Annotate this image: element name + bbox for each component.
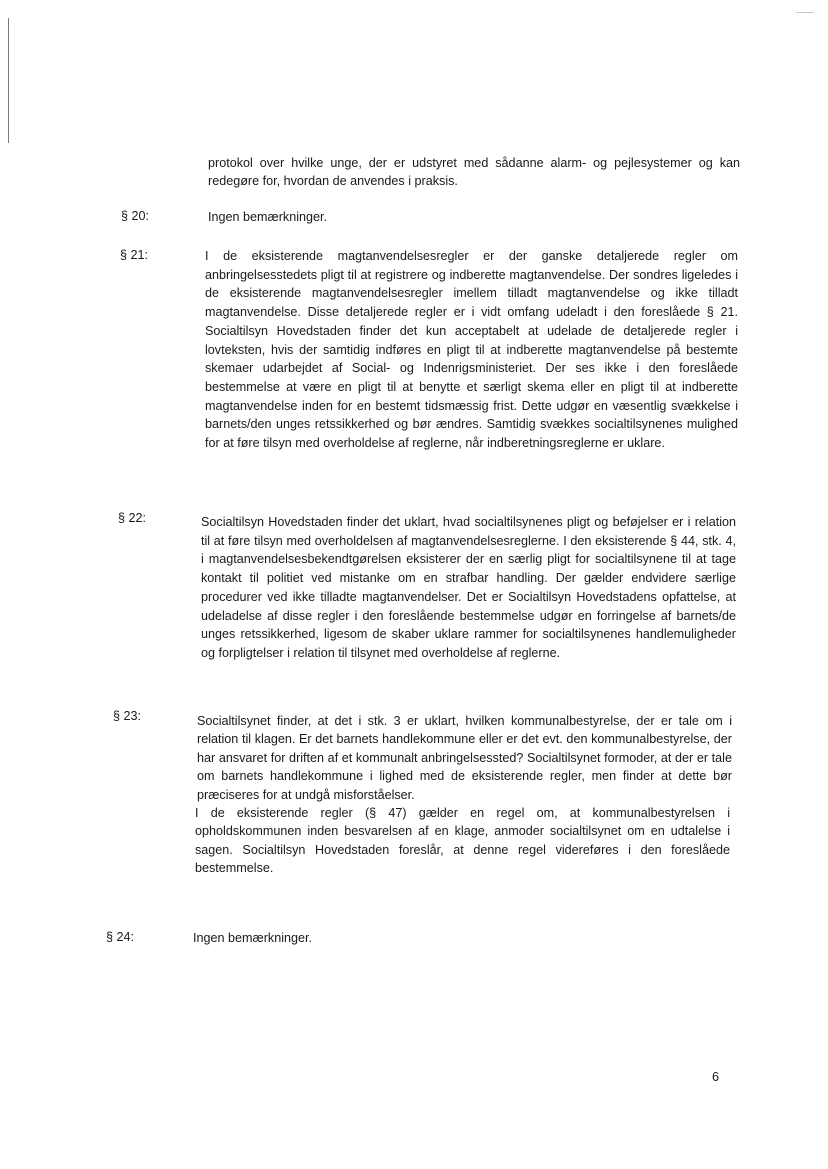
section-22-text: Socialtilsyn Hovedstaden finder det uklart, hvad socialtilsynenes pligt og beføjelser er i relation til at føre tilsyn med overholdelsen af magtanvendelsesreglerne. I den eksisterende § 44, stk. 4, i magtanvendelsesbekendtgørelsen eksisterer der en særlig pligt for socialtilsynene til at tage kontakt til politiet ved mistanke om en strafbar handling. Der gælder endvidere særlige procedurer ved ikke tilladte magtanvendelser. Det er Socialtilsyn Hovedstadens opfattelse, at udeladelse af disse regler i den foreslående bestemmelse udgør en forringelse af barnets/de unges retssikkerhed, ligesom de skaber uklare rammer for socialtilsynenes handlemuligheder og forpligtelser i relation til tilsynet med overholdelse af reglerne.: [201, 515, 736, 660]
section-20-text: Ingen bemærkninger.: [208, 210, 328, 224]
page-number: 6: [712, 1070, 720, 1084]
intro-paragraph: protokol over hvilke unge, der er udstyret med sådanne alarm- og pejlesystemer og kan redegøre for, hvordan de anvendes i praksis.: [208, 156, 740, 188]
section-22-label: § 22:: [118, 511, 147, 525]
scan-edge-line: [8, 18, 9, 143]
section-23-text-continued: I de eksisterende regler (§ 47) gælder en regel om, at kommunalbestyrelsen i opholdskommunen inden besvarelsen af en klage, anmoder socialtilsynet om en udtalelse i sagen. Socialtilsyn Hovedstaden foreslår, at denne regel videreføres i den foreslåede bestemmelse.: [195, 806, 730, 876]
section-23-text: Socialtilsynet finder, at det i stk. 3 er uklart, hvilken kommunalbestyrelse, der er tale om i relation til klagen. Er det barnets handlekommune eller er det evt. den kommunalbestyrelse, der har ansvaret for driften af et kommunalt anbringelsessted? Socialtilsynet formoder, at der er tale om barnets handlekommune i lighed med de eksisterende regler, men finder at dette bør præciseres for at undgå misforståelser.: [197, 714, 732, 802]
scan-corner-mark: [796, 12, 814, 13]
section-21-text: I de eksisterende magtanvendelsesregler er der ganske detaljerede regler om anbringelsesstedets pligt til at registrere og indberette magtanvendelse. Der sondres ligeledes i de eksisterende magtanvendelsesregler imellem tilladt magtanvendelse og ikke tilladt magtanvendelse. Disse detaljerede regler er i vidt omfang udeladt i den foreslåede § 21. Socialtilsyn Hovedstaden finder det kun acceptabelt at udelade de detaljerede regler i lovteksten, hvis der samtidig indføres en pligt til at indberette magtanvendelse på bestemte skemaer udarbejdet af Social- og Indenrigsministeriet. Der ses ikke i den foreslåede bestemmelse at være en pligt til at benytte et særligt skema eller en pligt til at indberette magtanvendelse inden for en bestemt tidsmæssig frist. Dette udgør en væsentlig svækkelse i barnets/den unges retssikkerhed og bør ændres. Samtidig svækkes socialtilsynenes mulighed for at føre tilsyn med overholdelse af reglerne, når indberetningsreglerne er uklare.: [205, 249, 738, 451]
section-24-text: Ingen bemærkninger.: [193, 931, 313, 945]
section-23-label: § 23:: [113, 709, 142, 723]
section-24-label: § 24:: [106, 930, 135, 944]
section-21-label: § 21:: [120, 248, 149, 262]
section-20-label: § 20:: [121, 209, 150, 223]
